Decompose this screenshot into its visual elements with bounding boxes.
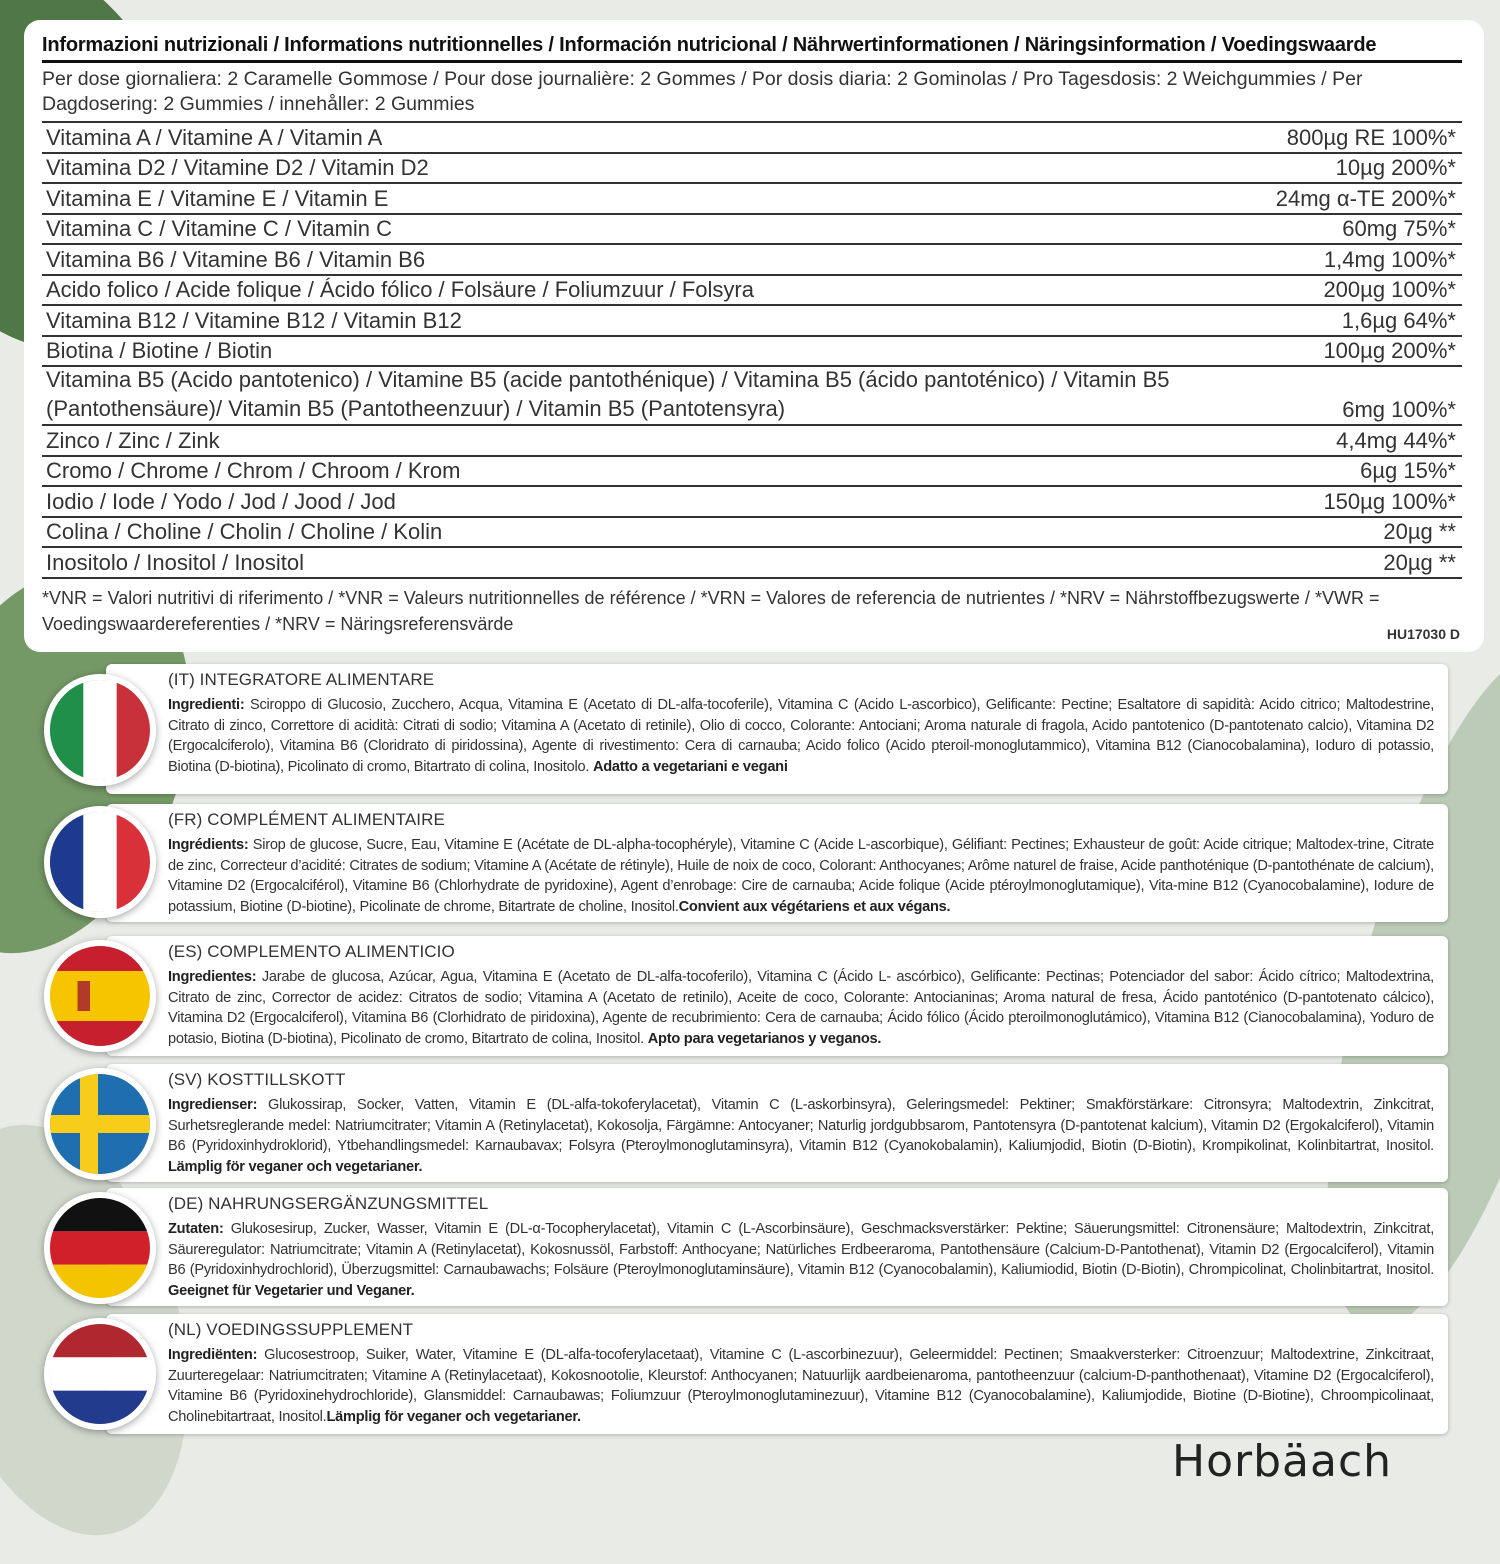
ingredients-list: Jarabe de glucosa, Azúcar, Agua, Vitamina E (Acetato de DL-alfa-tocoferilo), Vitamina C (Ácido L- ascórbico), Gelificante: Pectinas; Potenciador del sabor: Ácido cítrico; Maltodextrina, Citrato de zinc, Corrector de acidez: Citratos de sodio; Vitamina A (Acetato de retinilo), Aceite de coco, Colorante: Antocianinas; Aroma natural de fresa, Ácido pantoténico (D-pantotenato cálcico), Vitamina D2 (Ergocalciferol), Vitamina B6 (Clorhidrato de piridoxina), Agente de recubrimiento: Cera de carnauba; Ácido fólico (Ácido pteroilmonoglutámico), Vitamina B12 (Cianocobalamina), Yoduro de potasio, Biotina (D-biotina), Picolinato de cromo, Bitartrato de colina, Inositol.: [168, 969, 1434, 1047]
ingredients-label: Ingrédients:: [168, 837, 249, 853]
germany-flag-icon: [44, 1192, 156, 1304]
nutrient-name: Vitamina B5 (Acido pantotenico) / Vitamine B5 (acide pantothénique) / Vitamina B5 (ácido pantoténico) / Vitamin B5 (Pantothensäure)/ Vitamin B5 (Pantotheenzuur) / Vitamin B5 (Pantotensyra): [46, 367, 1170, 421]
nutrient-name: Vitamina B6 / Vitamine B6 / Vitamin B6: [46, 246, 426, 272]
ingredients-list: Glukosesirup, Zucker, Wasser, Vitamin E (DL-α-Tocopherylacetat), Vitamin C (L-Ascorbinsäure), Geschmacksverstärker: Pektine; Säuerungsmittel: Citronensäure; Maltodextrin, Zinkcitrat, Säureregulator: Natriumcitrate; Vitamin A (Retinylacetat), Kokosnussöl, Farbstoff: Anthocyane; Natürliches Erdbeeraroma, Pantothensäure (Calcium-D-Pantothenat), Vitamin D2 (Ergocalciferol), Vitamin B6 (Pyridoxinhydrochlorid), Überzugsmittel: Carnaubawachs; Folsäure (Pteroylmonoglutaminsäure), Vitamin B12 (Cyanocobalamin), Kaliumiodid, Biotin (D-Biotin), Chrompicolinat, Cholinbitartrat, Inositol.: [168, 1221, 1434, 1279]
ingredients-list: Glucosestroop, Suiker, Water, Vitamine E (DL-alfa-tocoferylacetaat), Vitamine C (L-ascorbinezuur), Geleermiddel: Pectinen; Smaakversterker: Citroenzuur; Maltodextrine, Zinkcitraat, Zuurteregelaar: Natriumcitraten; Vitamine A (Retinylacetaat), Kokosnootolie, Kleurstof: Anthocyanen; Natuurlijk aardbeienaroma, pantotheenzuur (calcium-D-panthothenaat), Vitamine D2 (Ergocalciferol), Vitamine B6 (Pyridoxinehydrochloride), Glansmiddel: Carnaubawas; Foliumzuur (Pteroylmonoglutaminezuur), Vitamine B12 (Cyanocobalamine), Kaliumjodide, Biotine (D-Biotine), Chroompicolinaat, Cholinebitartraat, Inositol.: [168, 1347, 1434, 1425]
nutrient-amount: 1,4mg 100%*: [1323, 246, 1456, 272]
nutrient-name: Colina / Choline / Cholin / Choline / Kolin: [46, 519, 443, 544]
nutrient-amount: 800µg RE 100%*: [1286, 124, 1456, 150]
ingredients-text: [168, 695, 1434, 777]
nutrient-amount: 20µg **: [1383, 519, 1456, 544]
nutrient-row: [42, 154, 1462, 185]
nutrition-table: [42, 121, 1462, 579]
diet-claim: Lämplig för veganer och vegetarianer.: [168, 1158, 423, 1175]
nutrient-amount: 100µg 200%*: [1323, 338, 1456, 363]
nrv-footnote: *VNR = Valori nutritivi di riferimento / *VNR = Valeurs nutritionnelles de référence / *VRN = Valores de referencia de nutrientes / *NRV = Nährstoffbezugswerte / *VWR = Voedingswaardereferenties / *NRV = Näringsreferensvärde: [42, 587, 1380, 634]
ingredients-list: Glukossirap, Socker, Vatten, Vitamin E (DL-alfa-tokoferylacetat), Vitamin C (L-askorbinsyra), Geleringsmedel: Pektiner; Smakförstärkare: Citronsyra; Maltodextrin, Zinkcitrat, Surhetsreglerande medel: Natriumcitrater; Vitamin A (Retinylacetat), Kokosolja, Färgämne: Antocyaner; Naturlig jordgubbsarom, Pantotensyra (D-pantotenat kalcium), Vitamin D2 (Ergokalciferol), Vitamin B6 (Pyridoxinhydroklorid), Ytbehandlingsmedel: Karnaubavax; Folsyra (Pteroylmonoglutaminsyra), Vitamin B12 (Cyanokobalamin), Kaliumjodid, Biotin (D-Biotin), Krompikolinat, Kolinbitartrat, Inositol.: [168, 1097, 1434, 1155]
nutrient-row: [42, 215, 1462, 246]
nutrient-row: [42, 276, 1462, 307]
nutrient-row: [42, 184, 1462, 215]
ingredients-heading: (DE) NAHRUNGSERGÄNZUNGSMITTEL: [168, 1194, 489, 1213]
ingredients-label: Ingrediënten:: [168, 1347, 258, 1363]
ingredients-label: Zutaten:: [168, 1221, 224, 1237]
nutrient-amount: 150µg 100%*: [1323, 488, 1456, 514]
ingredients-list: Sciroppo di Glucosio, Zucchero, Acqua, Vitamina E (Acetato di DL-alfa-tocoferile), Vitamina C (Acido L-ascorbico), Gelificante: Pectine; Esaltatore di sapidità: Acido citrico; Maltodestrine, Citrato di zinco, Correttore di acidità: Citrati di sodio; Vitamina A (Acetato di retinile), Olio di cocco, Colorante: Antociani; Aroma naturale di fragola, Acido pantotenico (D-pantotenato calcio), Vitamina D2 (Ergocalciferolo), Vitamina B6 (Cloridrato di piridossina), Agente di rivestimento: Cera di carnauba; Acido folico (Acido pteroil-monoglutammico), Vitamina B12 (Cianocobalamina), Ioduro di potassio, Biotina (D-biotina), Picolinato di cromo, Bitartrato di colina, Inositolo.: [168, 697, 1434, 775]
diet-claim: Apto para vegetarianos y veganos.: [647, 1030, 882, 1047]
france-flag-icon: [44, 806, 156, 918]
nutrient-row: [42, 306, 1462, 337]
nutrition-panel: [24, 20, 1484, 652]
nutrient-name: Vitamina E / Vitamine E / Vitamin E: [46, 185, 389, 211]
ingredients-card: [106, 664, 1448, 794]
ingredients-card: [106, 804, 1448, 922]
diet-claim: Geeignet für Vegetarier und Veganer.: [168, 1282, 415, 1299]
nutrition-title: Informazioni nutrizionali / Informations nutritionnelles / Información nutricional / Nährwertinformationen / Näringsinformation / Voedingswaarde: [42, 34, 1462, 63]
diet-claim: Convient aux végétariens et aux végans.: [678, 898, 951, 915]
brand-logo: Horbäach: [1172, 1436, 1393, 1487]
nutrient-amount: 6µg 15%*: [1360, 458, 1456, 483]
nutrient-name: Iodio / Iode / Yodo / Jod / Jood / Jod: [46, 488, 396, 514]
ingredients-heading: (IT) INTEGRATORE ALIMENTARE: [168, 670, 435, 689]
nutrient-name: Vitamina B12 / Vitamine B12 / Vitamin B12: [46, 307, 462, 333]
nutrient-amount: 200µg 100%*: [1323, 277, 1456, 302]
ingredients-card: [106, 1188, 1448, 1306]
product-code: HU17030 D: [1386, 626, 1460, 642]
nutrient-amount: 60mg 75%*: [1342, 216, 1456, 241]
nutrient-row: [42, 245, 1462, 276]
nutrient-row: [42, 123, 1462, 154]
ingredients-text: [168, 1219, 1434, 1301]
sweden-flag-icon: [44, 1068, 156, 1180]
nutrient-amount: 10µg 200%*: [1335, 155, 1456, 180]
nutrient-row: [42, 367, 1462, 426]
ingredients-list: Sirop de glucose, Sucre, Eau, Vitamine E (Acétate de DL-alpha-tocophéryle), Vitamine C (Acide L-ascorbique), Gélifiant: Pectines; Exhausteur de goût: Acide citrique; Maltodex-trine, Citrate de zinc, Correcteur d’acidité: Citrates de sodium; Vitamine A (Acétate de rétinyle), Huile de noix de coco, Colorant: Anthocyanes; Arôme naturel de fraise, Acide panthoténique (D-pantothénate de calcium), Vitamine D2 (Ergocalciférol), Vitamine B6 (Chlorhydrate de pyridoxine), Agent d’enrobage: Cire de carnauba; Acide folique (Acide ptéroylmonoglutamique), Vita-mine B12 (Cyanocobalamine), Iodure de potassium, Biotine (D-biotine), Picolinate de chrome, Bitartrate de choline, Inositol.: [168, 837, 1434, 915]
diet-claim: Lämplig för veganer och vegetarianer.: [326, 1408, 581, 1425]
nutrient-name: Acido folico / Acide folique / Ácido fólico / Folsäure / Foliumzuur / Folsyra: [46, 277, 754, 302]
nutrient-row: [42, 426, 1462, 457]
ingredients-heading: (ES) COMPLEMENTO ALIMENTICIO: [168, 942, 455, 961]
nutrient-name: Biotina / Biotine / Biotin: [46, 338, 273, 363]
ingredients-label: Ingredientes:: [168, 969, 257, 985]
ingredients-text: [168, 1345, 1434, 1427]
ingredients-card: [106, 1064, 1448, 1182]
ingredients-heading: (FR) COMPLÉMENT ALIMENTAIRE: [168, 810, 445, 829]
nutrient-amount: 24mg α-TE 200%*: [1275, 185, 1456, 211]
nutrient-amount: 20µg **: [1383, 549, 1456, 575]
nutrient-name: Cromo / Chrome / Chrom / Chroom / Krom: [46, 458, 461, 483]
ingredients-text: [168, 1095, 1434, 1177]
nutrient-row: [42, 487, 1462, 518]
nutrient-name: Vitamina C / Vitamine C / Vitamin C: [46, 216, 393, 241]
netherlands-flag-icon: [44, 1318, 156, 1430]
nutrient-name: Vitamina D2 / Vitamine D2 / Vitamin D2: [46, 155, 429, 180]
ingredients-label: Ingredienser:: [168, 1097, 258, 1113]
nutrient-amount: 4,4mg 44%*: [1336, 427, 1456, 453]
ingredients-card: [106, 1314, 1448, 1434]
nutrient-row: [42, 548, 1462, 579]
ingredients-text: [168, 835, 1434, 917]
nutrient-amount: 1,6µg 64%*: [1341, 307, 1456, 333]
ingredients-text: [168, 967, 1434, 1049]
nutrient-row: [42, 457, 1462, 488]
ingredients-label: Ingredienti:: [168, 697, 245, 713]
nutrient-name: Zinco / Zinc / Zink: [46, 427, 220, 453]
nutrient-amount: 6mg 100%*: [1342, 397, 1456, 422]
nutrient-name: Vitamina A / Vitamine A / Vitamin A: [46, 124, 383, 150]
diet-claim: Adatto a vegetariani e vegani: [592, 758, 788, 775]
serving-size: Per dose giornaliera: 2 Caramelle Gommose / Pour dose journalière: 2 Gommes / Por dosis diaria: 2 Gominolas / Pro Tagesdosis: 2 Weichgummies / Per Dagdosering: 2 Gummies / innehåller: 2 Gummies: [42, 68, 1363, 115]
nutrient-row: [42, 337, 1462, 368]
ingredients-heading: (SV) KOSTTILLSKOTT: [168, 1070, 346, 1089]
ingredients-card: [106, 936, 1448, 1056]
spain-flag-icon: [44, 940, 156, 1052]
italy-flag-icon: [44, 674, 156, 786]
nutrient-row: [42, 518, 1462, 549]
ingredients-heading: (NL) VOEDINGSSUPPLEMENT: [168, 1320, 414, 1339]
nutrient-name: Inositolo / Inositol / Inositol: [46, 549, 305, 575]
